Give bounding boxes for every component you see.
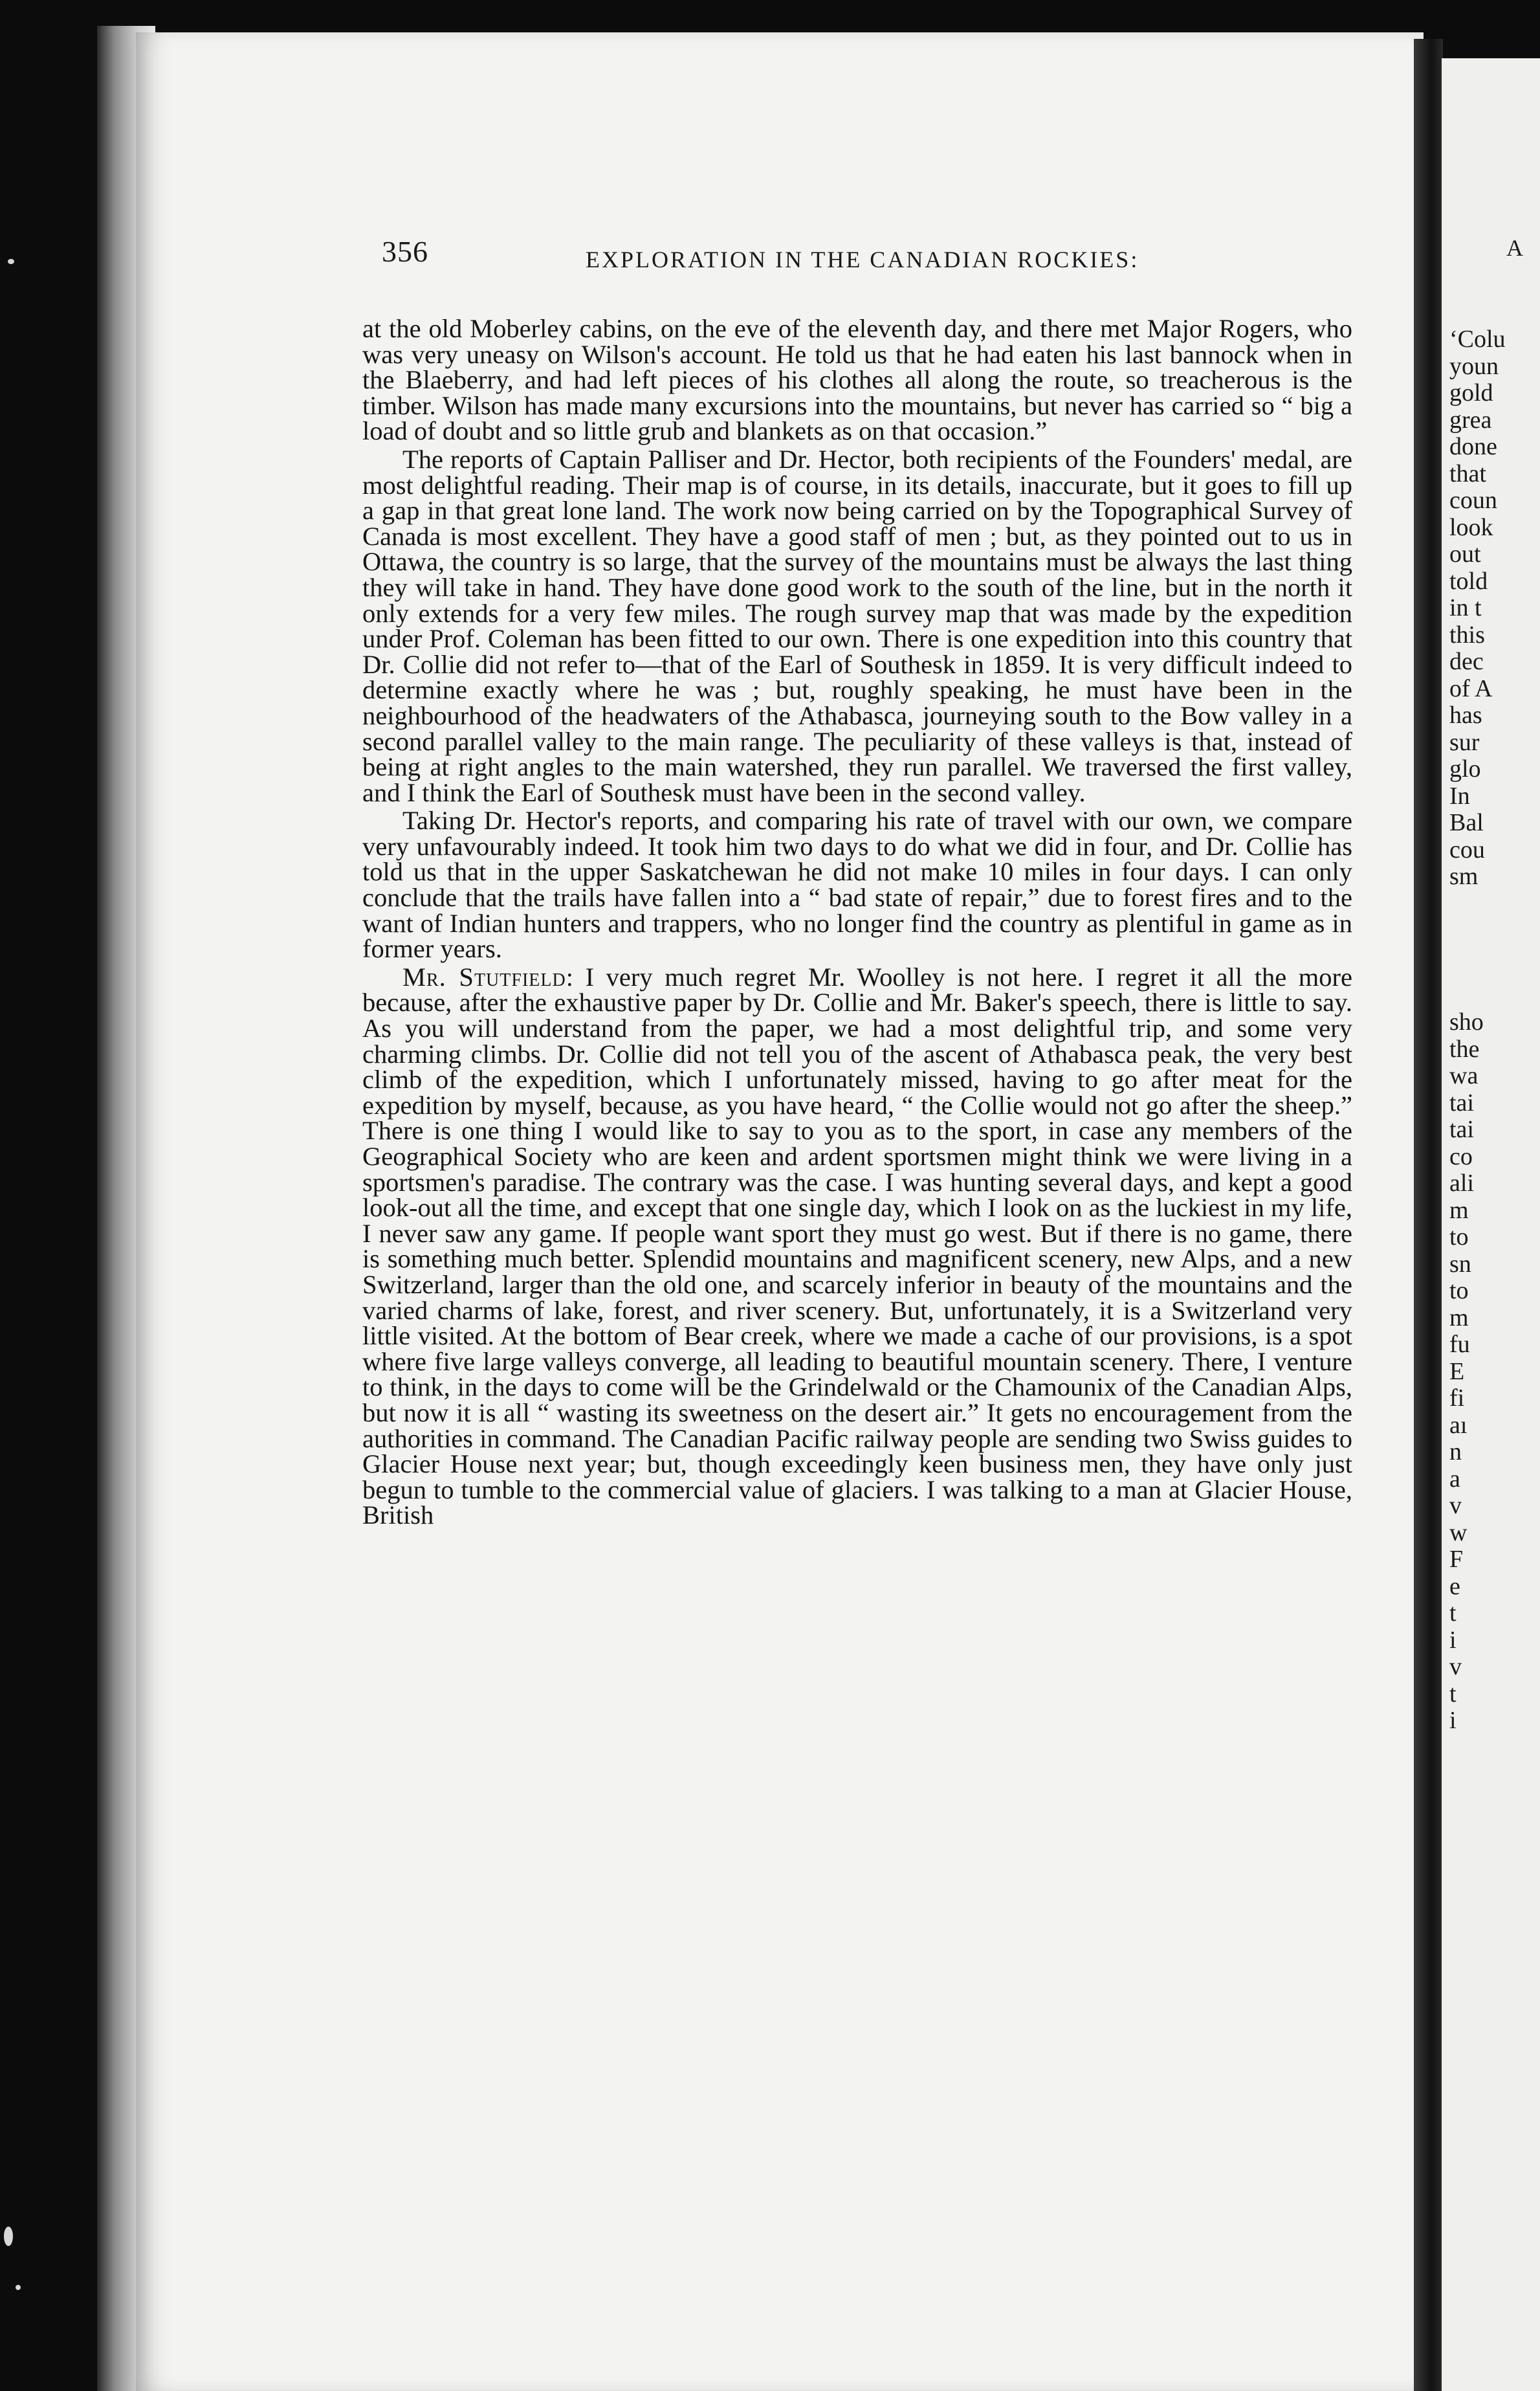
adjacent-page-line: ali (1449, 1170, 1474, 1197)
adjacent-page-line: told (1449, 567, 1488, 595)
adjacent-page-line: w (1449, 1518, 1468, 1546)
adjacent-page-line: sn (1449, 1250, 1471, 1278)
adjacent-page (1442, 58, 1540, 2391)
page-body (362, 316, 1352, 1531)
adjacent-page-line: that (1449, 460, 1486, 487)
page-number: 356 (382, 235, 428, 268)
adjacent-page-line: v (1449, 1653, 1462, 1680)
adjacent-page-line: t (1449, 1680, 1457, 1707)
adjacent-page-line: has (1449, 702, 1482, 729)
adjacent-page-line: to (1449, 1223, 1469, 1251)
running-head: EXPLORATION IN THE CANADIAN ROCKIES: (586, 247, 1139, 272)
speech-text: : I very much regret Mr. Woolley is not here. I regret it all the more because, after the exhaustive paper by Dr. Collie and Mr. Baker's speech, there is little to say. As you will understand from the paper, we had a most delightful trip, and some very charming climbs. Dr. Collie did not tell you of the ascent of Athabasca peak, the very best climb of the expedition, which I unfortunately missed, having to go after meat for the expedition by myself, because, as you have heard, “ the Collie would not go after the sheep.” There is one thing I would like to say to you as to the sport, in case any members of the Geographical Society who are keen and ardent sportsmen might think we were living in a sportsmen's paradise. The contrary was the case. I was hunting several days, and kept a good look-out all the time, and except that one single day, which I look on as the luckiest in my life, I never saw any game. If people want sport they must go west. But if there is no game, there is something much better. Splendid mountains and magnificent scenery, new Alps, and a new Switzerland, larger than the old one, and scarcely inferior in beauty of the mountains and the varied charms of lake, forest, and river scenery. But, unfortunately, it is a Switzerland very little visited. At the bottom of Bear creek, where we made a cache of our provisions, is a spot where five large valleys converge, all leading to beautiful mountain scenery. There, I venture to think, in the days to come will be the Grindelwald or the Chamounix of the Canadian Alps, but now it is all “ wasting its sweetness on the desert air.” It gets no encouragement from the authorities in command. The Canadian Pacific railway people are sending two Swiss guides to Glacier House next year; but, though exceedingly keen business men, they have only just begun to tumble to the commercial value of glaciers. I was talking to a man at Glacier House, British (362, 962, 1352, 1530)
adjacent-page-line: wa (1449, 1062, 1479, 1089)
adjacent-page-line: Bal (1449, 809, 1484, 836)
adjacent-page-line: n (1449, 1438, 1462, 1465)
adjacent-page-line: A (1506, 235, 1523, 261)
adjacent-page-line: i (1449, 1707, 1457, 1734)
adjacent-page-line: out (1449, 540, 1481, 568)
adjacent-page-line: sur (1449, 728, 1480, 756)
adjacent-page-line: tai (1449, 1116, 1474, 1143)
adjacent-page-line: grea (1449, 406, 1492, 434)
adjacent-page-line: coun (1449, 487, 1497, 514)
adjacent-page-line: co (1449, 1142, 1473, 1170)
adjacent-page-line: E (1449, 1357, 1465, 1385)
adjacent-page-line: done (1449, 433, 1497, 460)
adjacent-page-line: m (1449, 1196, 1469, 1224)
adjacent-page-line: to (1449, 1277, 1469, 1304)
scan-speck (4, 2227, 13, 2246)
adjacent-page-line: ‘Colu (1449, 326, 1506, 353)
adjacent-page-line: m (1449, 1304, 1469, 1331)
adjacent-page-line: gold (1449, 379, 1493, 406)
adjacent-page-line: i (1449, 1626, 1457, 1654)
paragraph: The reports of Captain Palliser and Dr. Hector, both recipients of the Founders' medal, are most delightful reading. Their map is of course, in its details, inaccurate, but it goes to fill up a gap in that great lone land. The work now being carried on by the Topographical Survey of Canada is most excellent. They have a good staff of men ; but, as they pointed out to us in Ottawa, the country is so large, that the survey of the mountains must be always the last thing they will take in hand. They have done good work to the south of the line, but in the north it only extends for a very few miles. The rough survey map that was made by the expedition under Prof. Coleman has been fitted to our own. There is one expedition into this country that Dr. Collie did not refer to—that of the Earl of Southesk in 1859. It is very difficult indeed to determine exactly where he was ; but, roughly speaking, he must have been in the neighbourhood of the headwaters of the Athabasca, journeying south to the Bow valley in a second parallel valley to the main range. The peculiarity of these valleys is that, instead of being at right angles to the main watershed, they run parallel. We traversed the first valley, and I think the Earl of Southesk must have been in the second valley. (362, 444, 1352, 807)
adjacent-page-line: t (1449, 1599, 1457, 1627)
speaker-name: Mr. Stutfield (402, 962, 566, 992)
scan-speck (16, 2285, 21, 2290)
adjacent-page-line: the (1449, 1035, 1480, 1063)
adjacent-page-line: a (1449, 1465, 1460, 1493)
adjacent-page-line: glo (1449, 755, 1481, 783)
paragraph: at the old Moberley cabins, on the eve of the eleventh day, and there met Major Rogers, who was very uneasy on Wilson's account. He told us that he had eaten his last bannock when in the Blaeberry, and had left pieces of his clothes all along the route, so treacherous is the timber. Wilson has made many excursions into the mountains, but never has carried so “ big a load of doubt and so little grub and blankets as on that occasion.” (362, 314, 1352, 446)
paragraph (362, 964, 1352, 1528)
adjacent-page-line: fu (1449, 1331, 1470, 1358)
scan-speck (8, 259, 14, 264)
adjacent-page-line: dec (1449, 648, 1484, 675)
adjacent-page-line: of A (1449, 674, 1493, 702)
adjacent-page-line: tai (1449, 1089, 1474, 1117)
paragraph: Taking Dr. Hector's reports, and comparing his rate of travel with our own, we compare very unfavourably indeed. It took him two days to do what we did in four, and Dr. Collie has told us that in the upper Saskatchewan he did not make 10 miles in four days. I can only conclude that the trails have fallen into a “ bad state of repair,” due to forest fires and to the want of Indian hunters and trappers, who no longer find the country as plentiful in game as in former years. (362, 806, 1352, 964)
adjacent-page-line: cou (1449, 836, 1485, 863)
adjacent-page-line: F (1449, 1546, 1464, 1573)
adjacent-page-line: look (1449, 513, 1493, 541)
adjacent-page-line: e (1449, 1572, 1460, 1600)
scan-top-border (0, 0, 1540, 32)
adjacent-page-line: in t (1449, 594, 1482, 621)
adjacent-page-line: youn (1449, 352, 1499, 380)
adjacent-page-line: aı (1449, 1411, 1468, 1439)
page-gutter (1414, 39, 1443, 2391)
adjacent-page-line: this (1449, 621, 1485, 649)
adjacent-page-line: sm (1449, 863, 1479, 890)
adjacent-page-line: fi (1449, 1385, 1465, 1412)
adjacent-page-line: In (1449, 782, 1470, 810)
adjacent-page-line: sho (1449, 1008, 1484, 1036)
adjacent-page-line: v (1449, 1492, 1462, 1519)
